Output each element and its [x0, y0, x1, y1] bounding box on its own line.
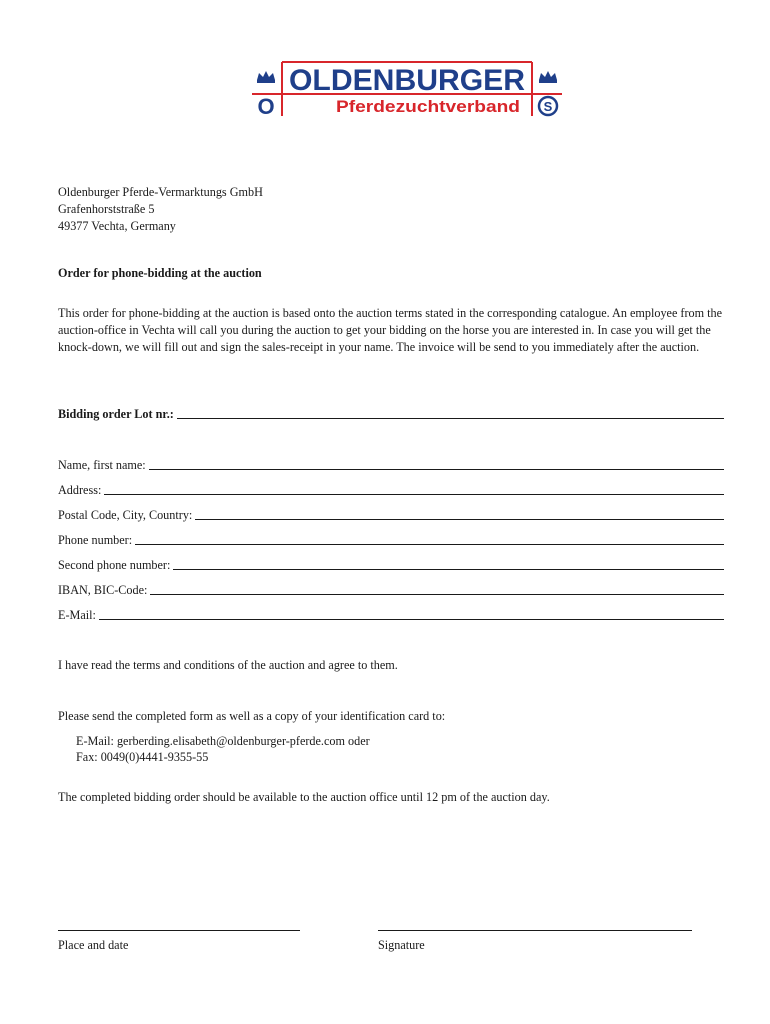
send-instruction: Please send the completed form as well as a copy of your identification card to:	[58, 709, 446, 723]
terms-statement: I have read the terms and conditions of the auction and agree to them.	[58, 658, 398, 672]
place-date-label: Place and date	[58, 938, 129, 952]
address-label: Address:	[58, 483, 102, 497]
company-street: Grafenhorststraße 5	[58, 202, 155, 216]
name-field[interactable]	[58, 457, 724, 473]
email-field[interactable]	[58, 607, 724, 623]
name-label: Name, first name:	[58, 458, 146, 472]
place-date-line[interactable]	[58, 918, 300, 931]
iban-field[interactable]	[58, 582, 724, 598]
signature-line[interactable]	[378, 918, 692, 931]
postal-label: Postal Code, City, Country:	[58, 508, 193, 522]
name-input-line[interactable]	[149, 457, 724, 470]
logo-subtitle: Pferdezuchtverband	[336, 97, 520, 116]
crown-icon	[257, 71, 275, 83]
email-label: E-Mail:	[58, 608, 96, 622]
intro-paragraph: This order for phone-bidding at the auction is based onto the auction terms stated in the corresponding catalogue. An employee from the auction-office in Vechta will call you during the auction to get your bidding on the horse you are interested in. In case you will get the knock-down, we will fill out and sign the sales-receipt in your name. The invoice will be send to you immediately after the auction.	[58, 306, 723, 354]
right-emblem-letter: S	[543, 99, 553, 114]
deadline-statement: The completed bidding order should be available to the auction office until 12 pm of the auction day.	[58, 790, 550, 804]
address-field[interactable]	[58, 482, 724, 498]
contact-details	[76, 733, 370, 765]
iban-input-line[interactable]	[150, 582, 724, 595]
second-phone-label: Second phone number:	[58, 558, 171, 572]
address-input-line[interactable]	[104, 482, 724, 495]
second-phone-input-line[interactable]	[173, 557, 724, 570]
company-name: Oldenburger Pferde-Vermarktungs GmbH	[58, 185, 263, 199]
company-address	[58, 184, 263, 235]
second-phone-field[interactable]	[58, 557, 724, 573]
iban-label: IBAN, BIC-Code:	[58, 583, 148, 597]
crown-icon	[539, 71, 557, 83]
company-city: 49377 Vechta, Germany	[58, 219, 176, 233]
oldenburger-logo	[248, 58, 566, 120]
lot-number-label: Bidding order Lot nr.:	[58, 407, 174, 421]
logo-brand: OLDENBURGER	[289, 64, 526, 97]
signature-label: Signature	[378, 938, 425, 952]
left-emblem-letter: O	[257, 94, 275, 119]
contact-fax: Fax: 0049(0)4441-9355-55	[76, 750, 209, 764]
phone-field[interactable]	[58, 532, 724, 548]
postal-field[interactable]	[58, 507, 724, 523]
phone-label: Phone number:	[58, 533, 133, 547]
email-input-line[interactable]	[99, 607, 724, 620]
phone-input-line[interactable]	[135, 532, 724, 545]
contact-email: E-Mail: gerberding.elisabeth@oldenburger-pferde.com oder	[76, 734, 370, 748]
postal-input-line[interactable]	[195, 507, 724, 520]
form-title: Order for phone-bidding at the auction	[58, 266, 262, 280]
lot-number-field[interactable]	[58, 406, 724, 422]
lot-number-input-line[interactable]	[177, 406, 724, 419]
